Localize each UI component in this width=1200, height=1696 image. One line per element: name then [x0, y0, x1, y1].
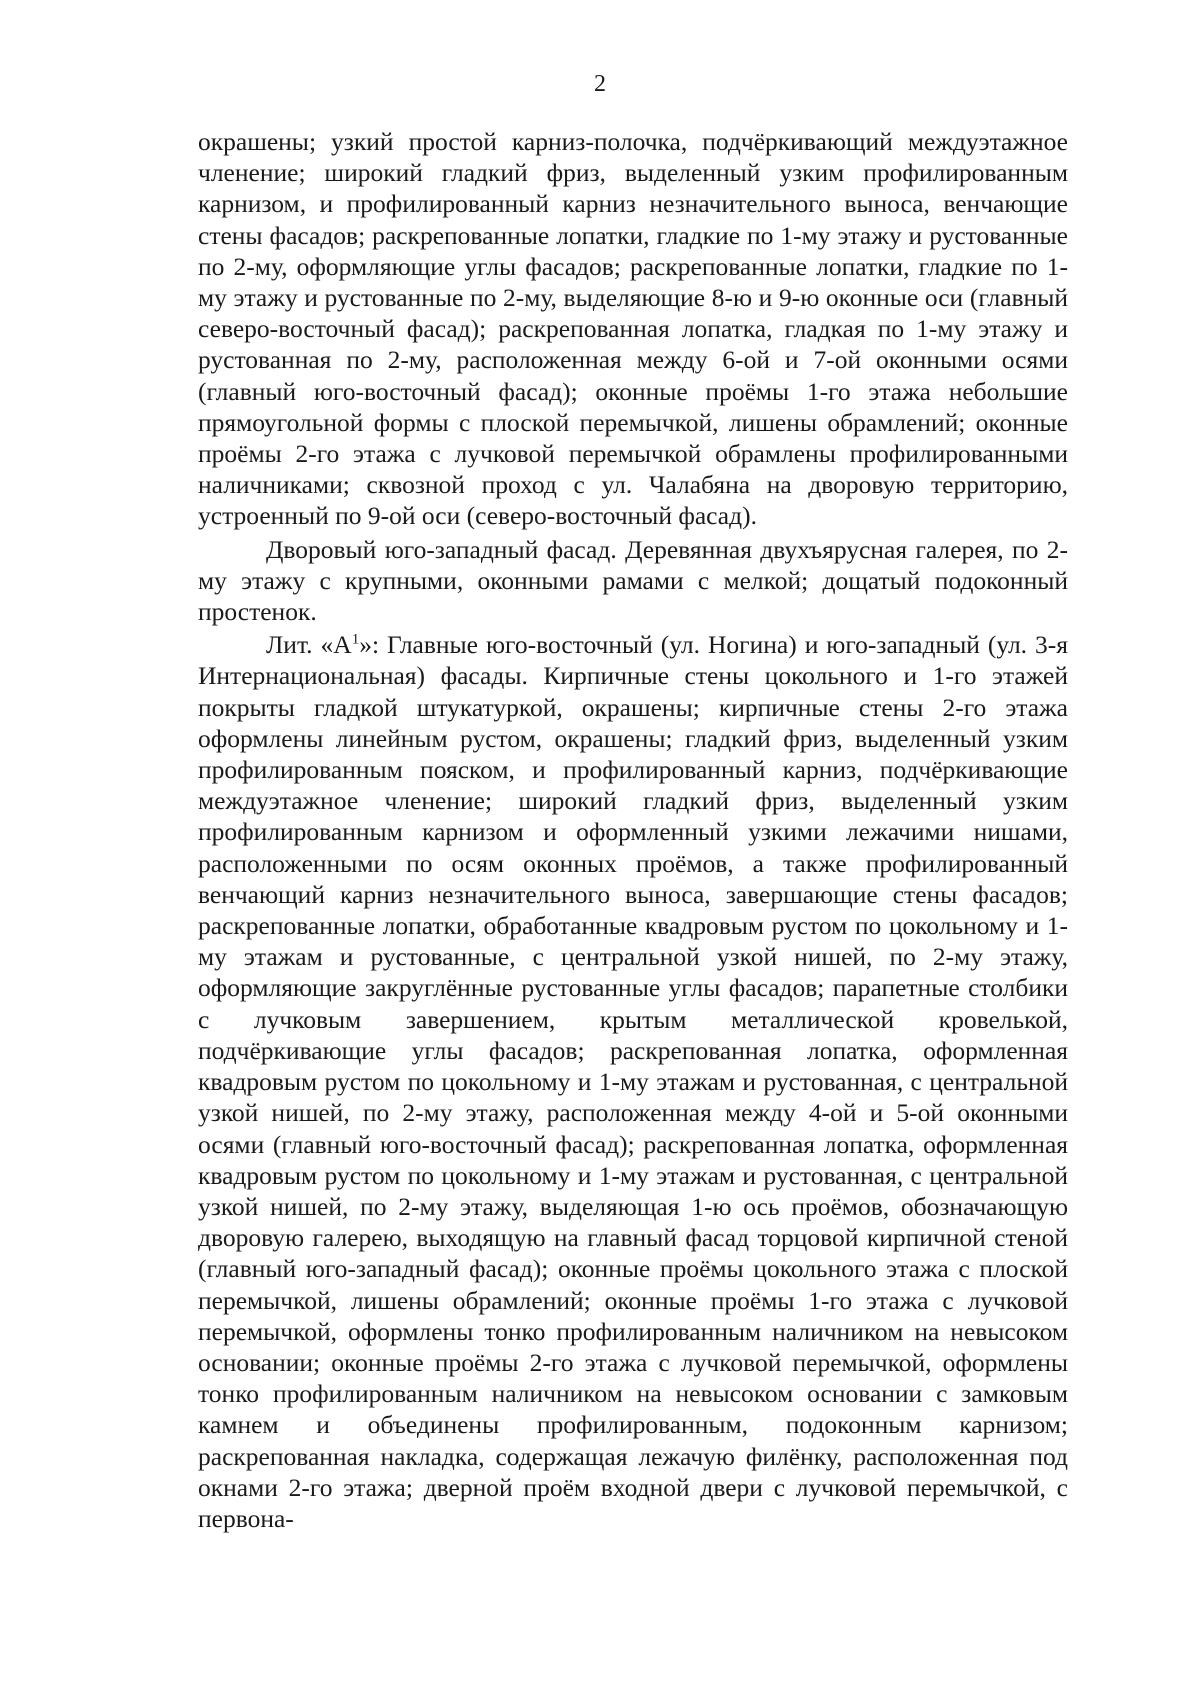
paragraph-courtyard-facade: Дворовый юго-западный фасад. Деревянная двухъярусная галерея, по 2-му этажу с крупными, оконными рамами с мелкой; дощатый подоконный простенок. — [198, 534, 1068, 627]
superscript-index: 1 — [351, 631, 360, 648]
paragraph-lit-a1-prefix: Лит. «А — [266, 630, 352, 660]
paragraph-lit-a1 — [198, 629, 1068, 1534]
paragraph-lit-a1-text: »: Главные юго-восточный (ул. Ногина) и юго-западный (ул. 3-я Интернациональная) фасады. Кирпичные стены цокольного и 1-го этажей покрыты гладкой штукатуркой, окрашены; кирпичные стены 2-го этажа оформлены линейным рустом, окрашены; гладкий фриз, выделенный узким профилированным пояском, и профилированный карниз, подчёркивающие междуэтажное членение; широкий гладкий фриз, выделенный узким профилированным карнизом и оформленный узкими лежачими нишами, расположенными по осям оконных проёмов, а также профилированный венчающий карниз незначительного выноса, завершающие стены фасадов; раскрепованные лопатки, обработанные квадровым рустом по цокольному и 1-му этажам и рустованные, с центральной узкой нишей, по 2-му этажу, оформляющие закруглённые рустованные углы фасадов; парапетные столбики с лучковым завершением, крытым металлической кровелькой, подчёркивающие углы фасадов; раскрепованная лопатка, оформленная квадровым рустом по цокольному и 1-му этажам и рустованная, с центральной узкой нишей, по 2-му этажу, расположенная между 4-ой и 5-ой оконными осями (главный юго-восточный фасад); раскрепованная лопатка, оформленная квадровым рустом по цокольному и 1-му этажам и рустованная, с центральной узкой нишей, по 2-му этажу, выделяющая 1-ю ось проёмов, обозначающую дворовую галерею, выходящую на главный фасад торцовой кирпичной стеной (главный юго-западный фасад); оконные проёмы цокольного этажа с плоской перемычкой, лишены обрамлений; оконные проёмы 1-го этажа с лучковой перемычкой, оформлены тонко профилированным наличником на невысоком основании; оконные проёмы 2-го этажа с лучковой перемычкой, оформлены тонко профилированным наличником на невысоком основании с замковым камнем и объединены профилированным, подоконным карнизом; раскрепованная накладка, содержащая лежачую филёнку, расположенная под окнами 2-го этажа; дверной проём входной двери с лучковой перемычкой, с первона- — [198, 630, 1068, 1533]
paragraph-continuation: окрашены; узкий простой карниз-полочка, подчёркивающий междуэтажное членение; широкий гладкий фриз, выделенный узким профилированным карнизом, и профилированный карниз незначительного выноса, венчающие стены фасадов; раскрепованные лопатки, гладкие по 1-му этажу и рустованные по 2-му, оформляющие углы фасадов; раскрепованные лопатки, гладкие по 1-му этажу и рустованные по 2-му, выделяющие 8-ю и 9-ю оконные оси (главный северо-восточный фасад); раскрепованная лопатка, гладкая по 1-му этажу и рустованная по 2-му, расположенная между 6-ой и 7-ой оконными осями (главный юго-восточный фасад); оконные проёмы 1-го этажа небольшие прямоугольной формы с плоской перемычкой, лишены обрамлений; оконные проёмы 2-го этажа с лучковой перемычкой обрамлены профилированными наличниками; сквозной проход с ул. Чалабяна на дворовую территорию, устроенный по 9-ой оси (северо-восточный фасад). — [198, 127, 1068, 531]
page-number: 2 — [594, 71, 606, 97]
document-body — [198, 126, 1068, 1534]
